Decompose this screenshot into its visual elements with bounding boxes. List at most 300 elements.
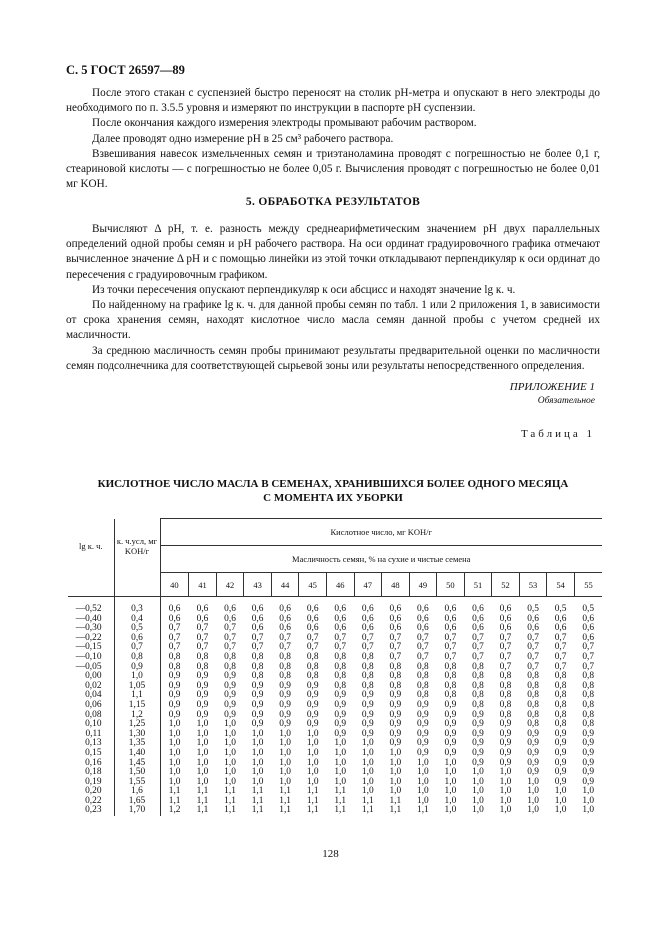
cell-value: 0,9: [334, 690, 347, 701]
cell-value: 0,9: [168, 671, 181, 682]
cell-value: 1,0: [251, 738, 264, 749]
cell-value: 0,7: [279, 632, 291, 643]
cell-value: 0,8: [389, 680, 402, 691]
cell-kc: 1,50: [114, 768, 160, 778]
cell-value: 0,8: [224, 651, 236, 662]
cell-value: 1,0: [499, 767, 512, 778]
cell-value: 0,9: [389, 699, 402, 710]
cell-lg: 0,13: [68, 739, 114, 749]
cell-value: 1,0: [306, 776, 319, 787]
cell-value: 0,8: [472, 680, 484, 691]
cell-value: 0,7: [361, 642, 374, 653]
cell-value: 0,6: [279, 604, 291, 614]
cell-value: 0,8: [582, 699, 595, 710]
cell-value: 0,7: [499, 642, 512, 653]
cell-value: 0,9: [361, 728, 374, 739]
cell-value: 0,8: [251, 671, 264, 682]
cell-value: 0,9: [334, 719, 347, 730]
cell-value: 0,8: [389, 671, 402, 682]
cell-value: 0,8: [472, 661, 484, 672]
cell-value: 1,0: [196, 728, 209, 739]
cell-value: 1,1: [279, 795, 291, 806]
cell-value: 1,1: [306, 805, 319, 816]
cell-value: 0,9: [527, 747, 539, 758]
cell-lg: 0,15: [68, 749, 114, 759]
cell-value: 1,1: [306, 795, 319, 806]
cell-value: 1,0: [444, 805, 457, 816]
cell-value: 1,0: [417, 795, 429, 806]
cell-kc: 0,4: [114, 615, 160, 625]
cell-value: 0,7: [444, 632, 457, 643]
cell-value: 1,0: [279, 738, 291, 749]
cell-value: 0,9: [279, 690, 291, 701]
cell-value: 0,9: [251, 690, 264, 701]
cell-value: 1,1: [251, 805, 264, 816]
cell-value: 1,1: [251, 795, 264, 806]
cell-value: 0,5: [554, 604, 567, 614]
cell-value: 1,0: [472, 767, 484, 778]
cell-value: 1,0: [224, 719, 236, 730]
cell-value: 1,1: [196, 786, 209, 797]
cell-value: 0,9: [444, 747, 457, 758]
cell-value: 1,1: [306, 786, 319, 797]
cell-value: 0,8: [527, 709, 539, 720]
cell-value: 1,0: [389, 786, 402, 797]
cell-value: 0,9: [444, 699, 457, 710]
cell-value: 1,0: [306, 767, 319, 778]
cell-value: 1,0: [224, 747, 236, 758]
cell-value: 0,8: [499, 699, 512, 710]
cell-value: 1,0: [168, 767, 181, 778]
cell-value: 0,9: [389, 709, 402, 720]
cell-value: 0,6: [334, 623, 347, 634]
cell-kc: 1,55: [114, 778, 160, 788]
col-header-spacer: [114, 573, 160, 597]
cell-value: 1,1: [361, 795, 374, 806]
cell-kc: 0,5: [114, 624, 160, 634]
cell-value: 0,8: [389, 661, 402, 672]
oil-column-header: 41: [189, 573, 217, 597]
cell-lg: —0,52: [68, 597, 114, 615]
cell-kc: 1,05: [114, 682, 160, 692]
cell-value: 0,6: [306, 613, 319, 624]
cell-value: 0,6: [279, 613, 291, 624]
col-header-spacer: [68, 573, 114, 597]
cell-value: 0,6: [224, 613, 236, 624]
cell-value: 0,7: [554, 651, 567, 662]
cell-value: 1,0: [389, 747, 402, 758]
cell-value: 1,0: [582, 795, 595, 806]
cell-value: 0,9: [472, 747, 484, 758]
cell-lg: 0,00: [68, 672, 114, 682]
cell-value: 0,8: [279, 671, 291, 682]
group-header: Кислотное число, мг KOH/г: [160, 519, 602, 546]
cell-value: 0,7: [472, 651, 484, 662]
cell-value: 0,7: [527, 651, 539, 662]
cell-value: 0,7: [196, 642, 209, 653]
cell-value: 1,1: [168, 786, 181, 797]
cell-kc: 0,3: [114, 597, 160, 615]
cell-value: 0,7: [251, 642, 264, 653]
cell-value: 0,8: [527, 690, 539, 701]
cell-value: 0,8: [527, 699, 539, 710]
cell-value: 0,5: [582, 604, 595, 614]
cell-value: 0,8: [444, 671, 457, 682]
cell-value: 0,8: [279, 661, 291, 672]
cell-value: 1,2: [168, 805, 181, 816]
cell-value: 1,0: [361, 757, 374, 768]
cell-value: 0,9: [472, 757, 484, 768]
cell-value: 0,9: [224, 671, 236, 682]
cell-value: 1,0: [334, 776, 347, 787]
cell-kc: 1,6: [114, 787, 160, 797]
cell-value: 0,7: [196, 623, 209, 634]
table-title-line: С МОМЕНТА ИХ УБОРКИ: [263, 492, 403, 504]
cell-value: 1,0: [472, 776, 484, 787]
cell-value: 1,0: [196, 719, 209, 730]
cell-value: 1,0: [499, 786, 512, 797]
cell-value: 0,8: [554, 719, 567, 730]
cell-lg: 0,18: [68, 768, 114, 778]
cell-value: 1,0: [444, 776, 457, 787]
cell-value: 0,6: [472, 623, 484, 634]
cell-value: 0,9: [527, 728, 539, 739]
cell-lg: 0,10: [68, 720, 114, 730]
cell-lg: 0,20: [68, 787, 114, 797]
cell-value: 0,9: [251, 719, 264, 730]
cell-value: 0,9: [224, 690, 236, 701]
cell-value: 1,1: [196, 805, 209, 816]
cell-value: 0,9: [499, 757, 512, 768]
paragraph: Вычисляют Δ pH, т. е. разность между среднеарифметическим значением pH двух параллельных определений одной пробы семян и pH рабочего раствора. На оси ординат градуировочного графика отмечают вычисленное значение Δ pH и с помощью линейки из этой точки откладывают перпендикуляр к оси ординат до пересечения с градуировочным графиком.: [66, 223, 600, 281]
cell-kc: 1,65: [114, 797, 160, 807]
cell-value: 0,6: [499, 604, 512, 614]
cell-value: 0,8: [499, 690, 512, 701]
cell-kc: 1,35: [114, 739, 160, 749]
cell-value: 0,7: [444, 642, 457, 653]
oil-column-header: 51: [464, 573, 492, 597]
cell-value: 1,0: [279, 767, 291, 778]
cell-value: 1,0: [499, 776, 512, 787]
cell-value: 0,7: [582, 661, 595, 672]
cell-value: 0,7: [334, 632, 347, 643]
cell-value: 0,7: [417, 651, 429, 662]
cell-value: 1,0: [554, 805, 567, 816]
cell-value: 0,8: [168, 651, 181, 662]
cell-value: 0,7: [251, 632, 264, 643]
cell-value: 0,6: [168, 613, 181, 624]
cell-value: 0,7: [582, 651, 595, 662]
oil-column-header: 46: [326, 573, 354, 597]
cell-value: 0,8: [279, 651, 291, 662]
cell-value: 0,6: [499, 623, 512, 634]
cell-value: 1,0: [279, 757, 291, 768]
cell-value: 0,9: [499, 728, 512, 739]
oil-column-header: 52: [492, 573, 520, 597]
cell-value: 0,7: [168, 642, 181, 653]
cell-value: 1,0: [361, 738, 374, 749]
cell-value: 0,8: [472, 690, 484, 701]
cell-value: 0,6: [361, 613, 374, 624]
cell-value: 0,7: [527, 632, 539, 643]
cell-value: 1,0: [361, 776, 374, 787]
cell-value: 1,0: [472, 786, 484, 797]
appendix-title: ПРИЛОЖЕНИЕ 1: [509, 381, 595, 393]
paragraph: По найденному на графике lg к. ч. для данной пробы семян по табл. 1 или 2 приложения 1, в зависимости от срока хранения семян, находят кислотное число масла семян данной пробы с учетом средней их масличности.: [66, 299, 600, 342]
col-header-lg: lg к. ч.: [68, 519, 114, 573]
cell-value: 0,9: [196, 709, 209, 720]
cell-value: 1,0: [224, 776, 236, 787]
results-paragraphs: [66, 222, 600, 374]
cell-kc: 1,40: [114, 749, 160, 759]
cell-value: 0,9: [251, 680, 264, 691]
cell-value: 0,6: [361, 604, 374, 614]
cell-value: 0,8: [582, 680, 595, 691]
cell-value: 0,6: [389, 623, 402, 634]
cell-value: 1,0: [334, 738, 347, 749]
cell-value: 0,8: [361, 671, 374, 682]
cell-value: 0,7: [417, 642, 429, 653]
cell-value: 0,7: [224, 623, 236, 634]
cell-value: 0,9: [251, 699, 264, 710]
cell-value: 0,9: [334, 699, 347, 710]
cell-value: 1,1: [389, 795, 402, 806]
cell-value: 0,9: [279, 699, 291, 710]
cell-value: 1,1: [224, 795, 236, 806]
cell-value: 0,9: [251, 709, 264, 720]
cell-value: 0,6: [251, 604, 264, 614]
cell-value: 0,6: [417, 613, 429, 624]
cell-value: 1,0: [582, 805, 595, 816]
cell-value: 0,6: [527, 613, 539, 624]
cell-value: 0,8: [306, 671, 319, 682]
cell-value: 0,7: [279, 642, 291, 653]
table-title-line: КИСЛОТНОЕ ЧИСЛО МАСЛА В СЕМЕНАХ, ХРАНИВШИХСЯ БОЛЕЕ ОДНОГО МЕСЯЦА: [97, 478, 569, 490]
cell-value: 0,7: [499, 632, 512, 643]
cell-value: 0,9: [168, 709, 181, 720]
cell-value: 0,8: [224, 661, 236, 672]
cell-lg: —0,10: [68, 653, 114, 663]
cell-value: 0,9: [196, 690, 209, 701]
cell-value: 1,0: [168, 738, 181, 749]
oil-column-header: 45: [299, 573, 327, 597]
cell-value: 0,9: [472, 709, 484, 720]
cell-value: 0,9: [472, 728, 484, 739]
cell-value: 1,0: [279, 776, 291, 787]
cell-value: 0,9: [196, 671, 209, 682]
cell-value: 1,1: [224, 805, 236, 816]
cell-value: 1,0: [389, 757, 402, 768]
cell-value: 0,8: [472, 699, 484, 710]
cell-value: 0,6: [417, 623, 429, 634]
cell-value: 1,0: [224, 738, 236, 749]
cell-kc: 0,7: [114, 643, 160, 653]
cell-value: 0,8: [582, 709, 595, 720]
cell-value: 0,9: [582, 776, 595, 787]
cell-value: 1,0: [251, 728, 264, 739]
cell-kc: 1,25: [114, 720, 160, 730]
cell-value: 0,9: [168, 690, 181, 701]
paragraph: Далее проводят одно измерение pH в 25 см³ рабочего раствора.: [92, 132, 394, 145]
cell-value: 0,9: [306, 719, 319, 730]
oil-column-header: 55: [574, 573, 602, 597]
cell-value: 0,9: [444, 709, 457, 720]
cell-kc: 1,2: [114, 711, 160, 721]
oil-column-header: 42: [216, 573, 244, 597]
cell-lg: —0,05: [68, 663, 114, 673]
cell-value: 0,8: [554, 680, 567, 691]
cell-value: 0,7: [499, 651, 512, 662]
cell-value: 1,0: [444, 795, 457, 806]
cell-value: 1,0: [168, 728, 181, 739]
cell-value: 0,6: [196, 613, 209, 624]
cell-value: 0,6: [306, 623, 319, 634]
cell-value: 1,0: [444, 786, 457, 797]
appendix-subtitle: Обязательное: [537, 396, 595, 406]
subgroup-header: Масличность семян, % на сухие и чистые семена: [160, 546, 602, 573]
cell-value: 0,7: [389, 632, 402, 643]
cell-value: 0,9: [306, 680, 319, 691]
cell-value: 0,9: [224, 680, 236, 691]
cell-value: 0,7: [168, 623, 181, 634]
cell-value: 1,0: [361, 747, 374, 758]
cell-value: 0,9: [444, 719, 457, 730]
cell-value: 0,9: [389, 728, 402, 739]
cell-lg: —0,40: [68, 615, 114, 625]
cell-lg: 0,22: [68, 797, 114, 807]
cell-value: 0,9: [554, 776, 567, 787]
cell-value: 0,7: [224, 642, 236, 653]
cell-value: 0,7: [554, 632, 567, 643]
cell-value: 0,9: [582, 767, 595, 778]
cell-value: 0,9: [417, 747, 429, 758]
cell-value: 0,7: [224, 632, 236, 643]
cell-value: 0,8: [499, 671, 512, 682]
cell-value: 1,0: [444, 767, 457, 778]
cell-value: 1,0: [417, 767, 429, 778]
page-number: 128: [322, 848, 339, 860]
cell-value: 0,9: [306, 709, 319, 720]
cell-value: 0,8: [417, 661, 429, 672]
cell-value: 0,8: [361, 680, 374, 691]
cell-value: 0,9: [361, 719, 374, 730]
cell-lg: 0,06: [68, 701, 114, 711]
cell-value: 0,9: [279, 719, 291, 730]
cell-value: 0,9: [554, 728, 567, 739]
cell-value: 0,6: [527, 623, 539, 634]
cell-kc: 1,70: [114, 806, 160, 816]
cell-value: 0,9: [417, 738, 429, 749]
cell-value: 1,0: [361, 767, 374, 778]
cell-value: 0,8: [334, 651, 347, 662]
cell-lg: 0,02: [68, 682, 114, 692]
table-row: [68, 806, 602, 816]
cell-kc: 0,8: [114, 653, 160, 663]
cell-value: 0,6: [279, 623, 291, 634]
cell-value: 0,7: [582, 642, 595, 653]
cell-value: 0,8: [582, 719, 595, 730]
cell-value: 0,8: [306, 651, 319, 662]
cell-value: 0,9: [444, 728, 457, 739]
cell-value: 0,6: [582, 613, 595, 624]
cell-value: 0,6: [334, 613, 347, 624]
cell-value: 0,7: [306, 642, 319, 653]
cell-value: 1,0: [527, 805, 539, 816]
cell-value: 0,8: [444, 690, 457, 701]
cell-value: 0,8: [417, 680, 429, 691]
cell-value: 0,9: [582, 738, 595, 749]
cell-value: 1,0: [554, 795, 567, 806]
cell-value: 0,7: [444, 651, 457, 662]
cell-value: 0,8: [582, 671, 595, 682]
table-number: Таблица 1: [520, 428, 595, 440]
cell-value: 0,8: [334, 671, 347, 682]
cell-lg: 0,04: [68, 691, 114, 701]
cell-value: 1,0: [196, 747, 209, 758]
cell-value: 1,0: [389, 767, 402, 778]
cell-value: 1,0: [334, 757, 347, 768]
paragraph: После этого стакан с суспензией быстро переносят на столик pH-метра и опускают в него электроды до необходимого по п. 3.5.5 уровня и измеряют по инструкции в паспорте pH суспензии.: [66, 87, 600, 115]
oil-column-header: 43: [244, 573, 272, 597]
cell-value: 1,1: [389, 805, 402, 816]
cell-value: 1,0: [306, 747, 319, 758]
oil-column-header: 50: [437, 573, 465, 597]
cell-value: 0,9: [224, 699, 236, 710]
cell-value: 0,9: [499, 747, 512, 758]
cell-value: 1,1: [361, 805, 374, 816]
cell-value: 0,9: [306, 699, 319, 710]
cell-value: 0,6: [444, 604, 457, 614]
cell-value: 0,8: [527, 671, 539, 682]
acid-number-table: [68, 518, 602, 816]
cell-value: 1,1: [334, 795, 347, 806]
cell-value: 0,8: [582, 690, 595, 701]
cell-value: 1,0: [417, 786, 429, 797]
cell-value: 0,8: [168, 661, 181, 672]
cell-value: 1,1: [224, 786, 236, 797]
cell-value: 0,7: [168, 632, 181, 643]
cell-value: 1,1: [334, 805, 347, 816]
cell-value: 1,0: [196, 776, 209, 787]
cell-value: 0,9: [582, 757, 595, 768]
oil-column-header: 48: [382, 573, 410, 597]
cell-value: 1,0: [168, 719, 181, 730]
cell-lg: 0,23: [68, 806, 114, 816]
cell-value: 1,0: [251, 767, 264, 778]
cell-value: 1,0: [306, 757, 319, 768]
cell-value: 0,9: [499, 738, 512, 749]
cell-value: 0,8: [196, 651, 209, 662]
cell-kc: 1,1: [114, 691, 160, 701]
cell-value: 0,8: [361, 651, 374, 662]
cell-value: 0,6: [224, 604, 236, 614]
cell-value: 0,9: [279, 680, 291, 691]
paragraph: За среднюю масличность семян пробы принимают результаты предварительной оценки по масличности семян подсолнечника для соответствующей сырьевой зоны или результаты непосредственного определения.: [66, 344, 600, 372]
cell-value: 0,8: [527, 680, 539, 691]
cell-value: 0,6: [499, 613, 512, 624]
cell-value: 1,0: [251, 776, 264, 787]
cell-value: 1,0: [527, 786, 539, 797]
cell-value: 0,6: [251, 613, 264, 624]
cell-value: 1,0: [417, 776, 429, 787]
cell-value: 0,9: [361, 690, 374, 701]
cell-value: 1,0: [499, 795, 512, 806]
section-title: 5. ОБРАБОТКА РЕЗУЛЬТАТОВ: [245, 196, 421, 208]
cell-value: 0,6: [334, 604, 347, 614]
cell-value: 0,7: [306, 632, 319, 643]
cell-value: 1,0: [196, 738, 209, 749]
cell-value: 0,9: [334, 709, 347, 720]
